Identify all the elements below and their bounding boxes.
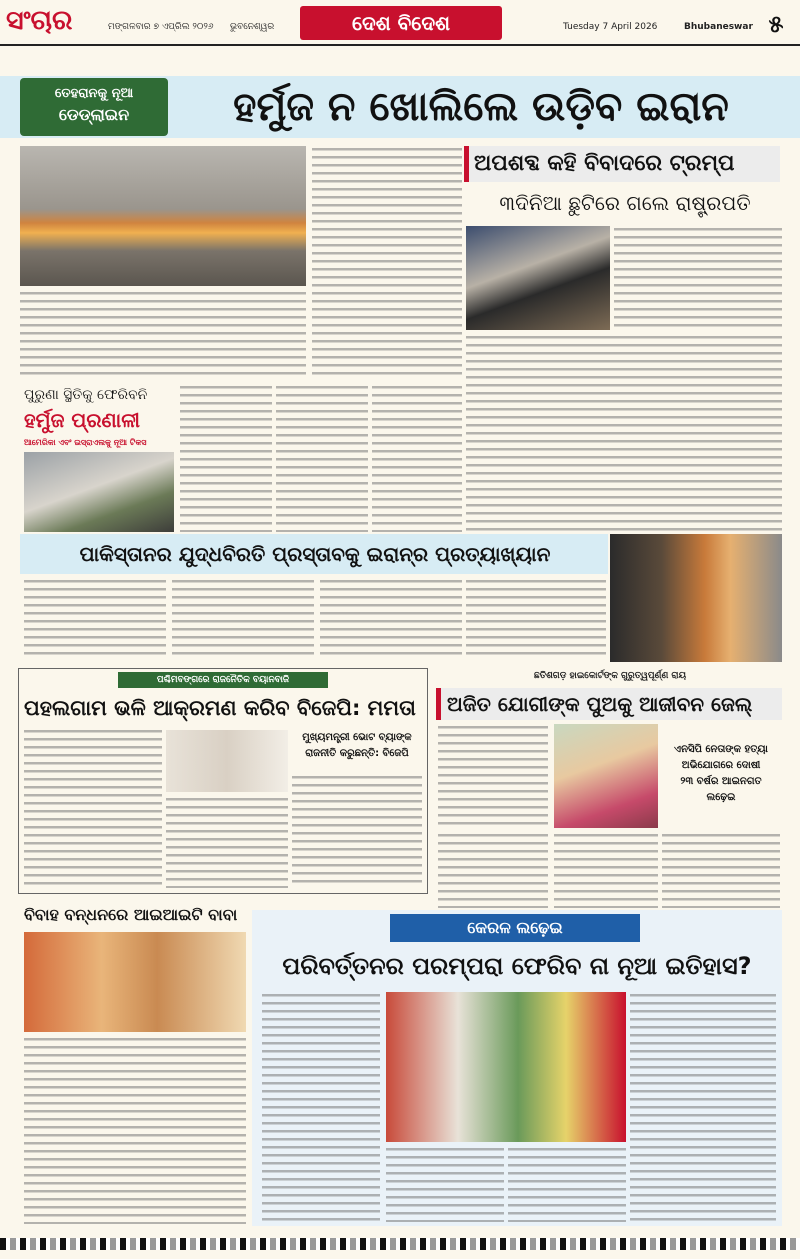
jogi-headline: ଅଜିତ ଯୋଗୀଙ୍କ ପୁଅକୁ ଆଜୀବନ ଜେଲ୍ — [436, 688, 782, 720]
newspaper-logo: ସଂଚାର — [6, 5, 73, 36]
date-odia: ମଙ୍ଗଳବାର ୭ ଏପ୍ରିଲ ୨୦୨୬ — [108, 22, 214, 32]
jogi-body-4 — [662, 832, 780, 908]
city-odia: ଭୁବନେଶ୍ୱର — [230, 22, 275, 32]
pakistan-body-1 — [24, 578, 166, 660]
hormuz-headline: ହର୍ମୁଜ ପ୍ରଣାଳୀ — [24, 408, 141, 432]
trump-headline: ଅପଶବ୍ଦ କହି ବିବାଦରେ ଟ୍ରମ୍ପ — [474, 151, 735, 176]
date-english: Tuesday 7 April 2026 — [563, 22, 658, 32]
city-english: Bhubaneswar — [684, 22, 753, 32]
mamata-pull-quote — [292, 730, 422, 770]
pakistan-body-3 — [320, 578, 462, 660]
hormuz-body-2 — [276, 384, 368, 532]
section-title: ଦେଶ ବିଦେଶ — [300, 6, 502, 40]
lead-body-mid — [312, 146, 462, 380]
jogi-note-line2: ଅଭିଯୋଗରେ ଦୋଷୀ — [681, 760, 761, 771]
page-number: ୫ — [768, 10, 784, 38]
jogi-note-line3: ୨୩ ବର୍ଷର ଆଇନଗତ — [680, 776, 762, 787]
lead-kicker-line1: ତେହରାନକୁ ନୂଆ — [54, 86, 134, 101]
mamata-pull-line2: ରାଜନୀତି କରୁଛନ୍ତି: ବିଜେପି — [305, 748, 409, 759]
strike-photo — [20, 146, 306, 286]
masthead — [0, 0, 800, 46]
pakistan-leaders-photo — [610, 534, 782, 662]
jogi-body-1 — [438, 724, 548, 828]
iit-wedding-photo — [24, 932, 246, 1032]
trump-body-right — [614, 226, 782, 330]
hormuz-body-3 — [372, 384, 462, 532]
trump-subhead: ୩ଦିନିଆ ଛୁଟିରେ ଗଲେ ରାଷ୍ଟ୍ରପତି — [499, 191, 751, 215]
kerala-banner: କେରଳ ଲଢ଼େଇ — [390, 914, 640, 942]
kerala-body-2 — [630, 992, 776, 1222]
trump-photo — [466, 226, 610, 330]
jogi-note-line4: ଲଢ଼େଇ — [706, 792, 736, 803]
jogi-body-3 — [554, 832, 658, 908]
kerala-campaign-photo — [386, 992, 626, 1142]
mamata-kicker: ପଶ୍ଚିମବଙ୍ଗରେ ରାଜନୈତିକ ବୟାନବାଜି — [118, 672, 328, 688]
jogi-photo — [554, 724, 658, 828]
lead-headline: ହର୍ମୁଜ ନ ଖୋଲିଲେ ଉଡ଼ିବ ଇରାନ — [233, 84, 729, 130]
registration-strip — [0, 1238, 800, 1250]
lead-body-left — [20, 290, 306, 380]
jogi-kicker: ଛତିଶଗଡ଼ ହାଇକୋର୍ଟଙ୍କ ଗୁରୁତ୍ୱପୂର୍ଣ୍ଣ ରାୟ — [533, 671, 686, 681]
kerala-headline: ପରିବର୍ତ୍ତନର ପରମ୍ପରା ଫେରିବ ନା ନୂଆ ଇତିହାସ? — [282, 952, 752, 980]
lead-kicker-line2: ଡେଡ୍‌ଲାଇନ — [58, 105, 130, 124]
kerala-body-3 — [386, 1146, 504, 1222]
mamata-body-3 — [292, 774, 422, 888]
mamata-headline: ପହଲଗାମ ଭଳି ଆକ୍ରମଣ କରିବ ବିଜେପି: ମମତା — [24, 696, 416, 720]
iit-headline: ବିବାହ ବନ୍ଧନରେ ଆଇଆଇଟି ବାବା — [24, 905, 238, 924]
mamata-modi-photo — [166, 730, 288, 792]
kerala-body-4 — [508, 1146, 626, 1222]
hormuz-kicker: ପୁରୁଣା ସ୍ଥିତିକୁ ଫେରିବନି — [24, 387, 148, 403]
trump-body-bottom — [466, 334, 782, 532]
pakistan-body-4 — [466, 578, 606, 660]
hormuz-subhead: ଆମେରିକା ଏବଂ ଇସ୍ରାଏଲକୁ ନୂଆ ଟିକସ — [24, 438, 147, 447]
pakistan-headline: ପାକିସ୍ତାନର ଯୁଦ୍ଧବିରତି ପ୍ରସ୍ତାବକୁ ଇରାନ୍‌ର ପ୍ରତ୍ୟାଖ୍ୟାନ — [79, 542, 551, 566]
jogi-note-line1: ଏନସିପି ନେତାଙ୍କ ହତ୍ୟା — [674, 744, 768, 755]
mamata-pull-line1: ମୁଖ୍ୟମନ୍ତ୍ରୀ ଭୋଟ ବ୍ୟାଙ୍କ — [302, 732, 412, 743]
mamata-body-1 — [24, 728, 162, 888]
iit-body — [24, 1036, 246, 1224]
mamata-body-2 — [166, 796, 288, 888]
hormuz-body-1 — [180, 384, 272, 532]
pakistan-body-2 — [172, 578, 314, 660]
jogi-note — [662, 742, 780, 826]
kerala-body-1 — [262, 992, 380, 1222]
missile-photo — [24, 452, 174, 532]
lead-kicker-box — [20, 78, 168, 136]
jogi-body-2 — [438, 832, 548, 908]
